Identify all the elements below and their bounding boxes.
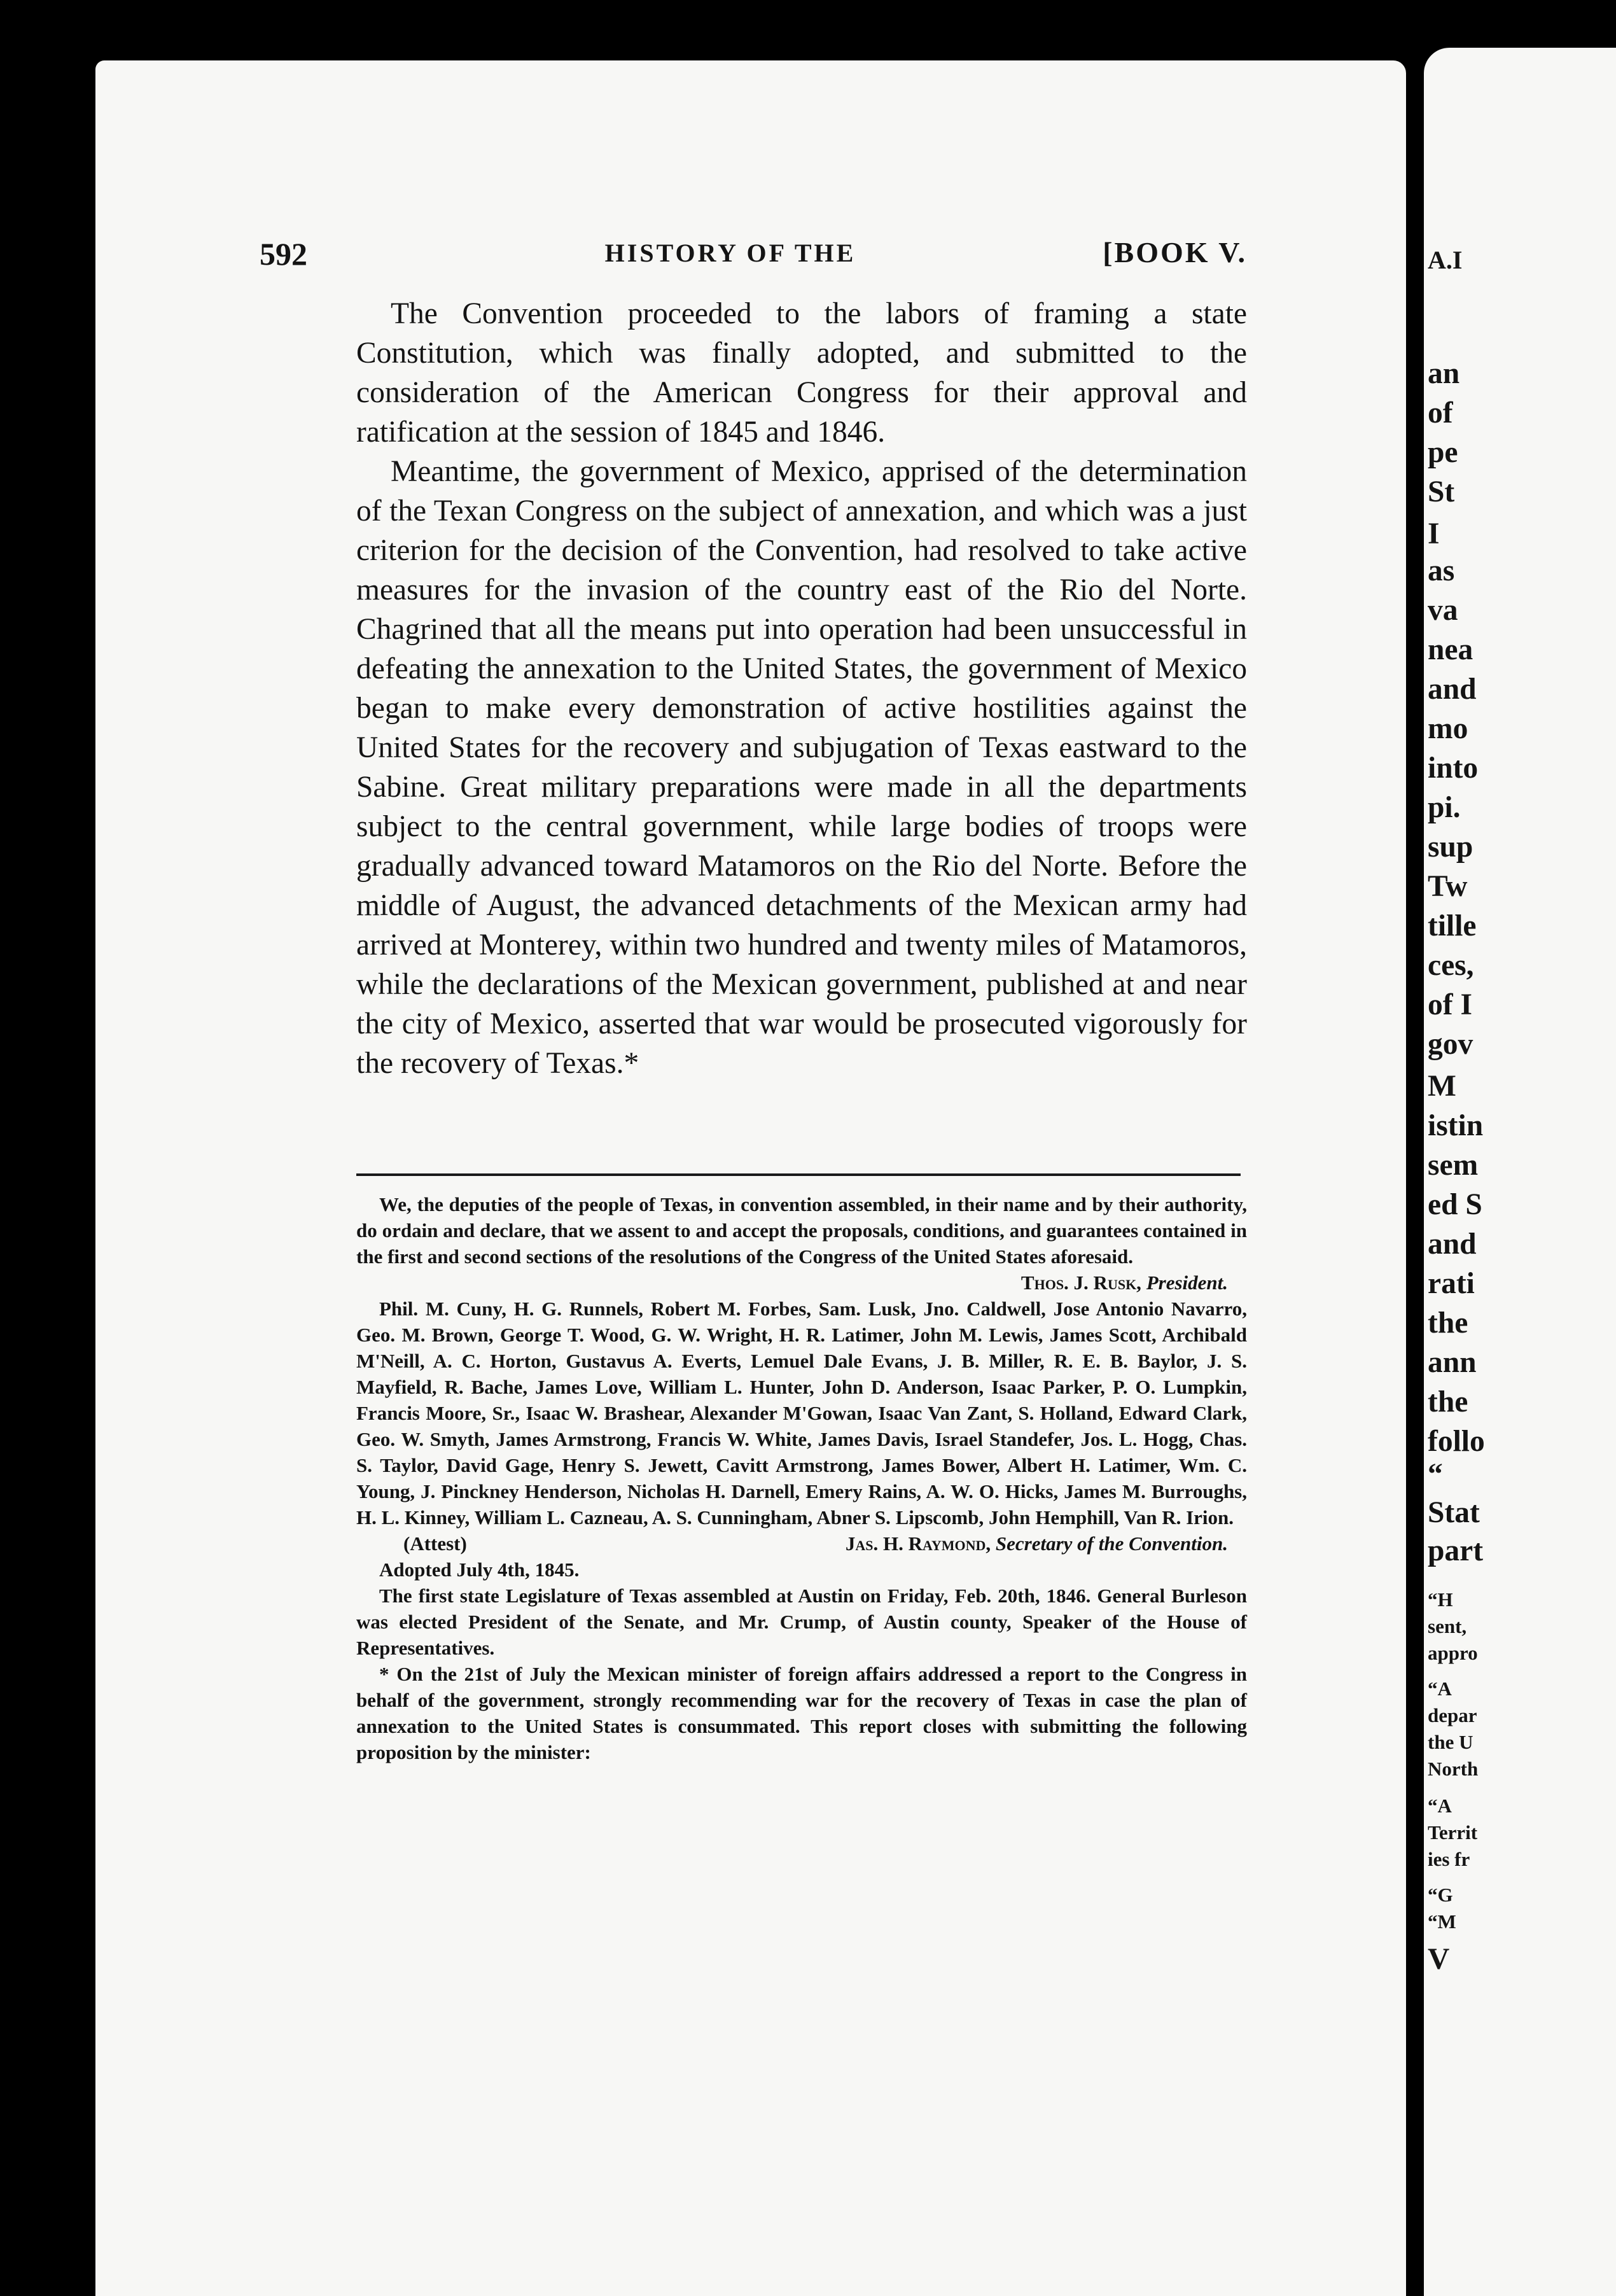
running-title: HISTORY OF THE — [604, 239, 856, 267]
facing-page-line: “M — [1428, 1910, 1456, 1933]
facing-page-line: the — [1428, 1306, 1468, 1340]
facing-page-line: an — [1428, 357, 1460, 390]
main-text — [356, 294, 1247, 1083]
facing-page-line: nea — [1428, 633, 1473, 666]
facing-page-line: and — [1428, 673, 1477, 706]
facing-page-line: the U — [1428, 1731, 1473, 1753]
paragraph: The Convention proceeded to the labors of framing a state Constitution, which was finally adopted, and submitted to the consideration of the American Congress for their approval and ratification at the session of 1845 and 1846. — [356, 297, 1247, 449]
facing-page-line: ed S — [1428, 1188, 1482, 1221]
facing-page-line: sup — [1428, 830, 1473, 864]
facing-page-line: I — [1428, 517, 1440, 550]
facing-page-line: of I — [1428, 988, 1472, 1021]
facing-page-line: and — [1428, 1228, 1477, 1261]
facing-page-line: “A — [1428, 1677, 1452, 1700]
facing-page-line: pi. — [1428, 791, 1461, 824]
facing-page-line: North — [1428, 1758, 1479, 1780]
facing-page-line: tille — [1428, 909, 1477, 942]
facing-page-line: depar — [1428, 1704, 1477, 1726]
facing-page-line: Stat — [1428, 1496, 1480, 1529]
facing-page-line: V — [1428, 1943, 1450, 1976]
facing-page-line: the — [1428, 1385, 1468, 1418]
facing-page-line: Territ — [1428, 1821, 1478, 1844]
footnote-rule — [356, 1173, 1241, 1176]
facing-page-line: “ — [1428, 1458, 1443, 1491]
facing-page — [1424, 48, 1616, 2296]
attest-line — [356, 1530, 1247, 1557]
facing-page-line: ann — [1428, 1346, 1477, 1379]
facing-page-line: va — [1428, 594, 1458, 627]
facing-page-line: sem — [1428, 1149, 1479, 1182]
star-footnote: * On the 21st of July the Mexican minister of foreign affairs addressed a report to the Congress in behalf of the government, strongly recommending war for the recovery of Texas in case the plan of annexation to the United States is consummated. This report closes with submitting the following proposition by the minister: — [356, 1663, 1247, 1763]
footnotes — [356, 1191, 1247, 1765]
facing-page-line: Tw — [1428, 870, 1468, 903]
facing-page-line: “A — [1428, 1795, 1452, 1817]
paragraph: Meantime, the government of Mexico, apprised of the determination of the Texan Congress on the subject of annexation, and which was a just criterion for the decision of the Convention, had resolved to take active measures for the invasion of the country east of the Rio del Norte. Chagrined that all the means put into operation had been unsuccessful in defeating the annexation to the United States, the government of Mexico began to make every demonstration of active hostilities against the United States for the recovery and subjugation of Texas eastward to the Sabine. Great military preparations were made in all the departments subject to the central government, while large bodies of troops were gradually advanced toward Matamoros on the Rio del Norte. Before the middle of August, the advanced detachments of the Mexican army had arrived at Monterey, within two hundred and twenty miles of Matamoros, while the declarations of the Mexican government, published at and near the city of Mexico, asserted that war would be prosecuted vigorously for the recovery of Texas.* — [356, 455, 1247, 1080]
facing-page-line: as — [1428, 554, 1455, 587]
facing-page-line: ies fr — [1428, 1848, 1470, 1870]
attest-label: (Attest) — [403, 1532, 467, 1555]
facing-page-line: follo — [1428, 1425, 1485, 1458]
legislature-note: The first state Legislature of Texas assembled at Austin on Friday, Feb. 20th, 1846. General Burleson was elected President of the Senate, and Mr. Crump, of Austin county, Speaker of the House of Representatives. — [356, 1585, 1247, 1659]
facing-page-line: “H — [1428, 1588, 1453, 1611]
facing-page-line: rati — [1428, 1267, 1475, 1300]
facing-page-line: sent, — [1428, 1615, 1467, 1637]
facing-page-line: pe — [1428, 436, 1458, 469]
facing-page-line: M — [1428, 1070, 1456, 1103]
facing-page-line: gov — [1428, 1028, 1473, 1061]
adopted-note: Adopted July 4th, 1845. — [379, 1558, 580, 1581]
facing-page-line: of — [1428, 396, 1453, 430]
secretary-signature: Jas. H. Raymond, Secretary of the Convention. — [845, 1532, 1228, 1555]
facing-page-line: St — [1428, 475, 1455, 508]
facing-page-line: into — [1428, 752, 1479, 785]
facing-page-line: istin — [1428, 1109, 1484, 1142]
president-signature: Thos. J. Rusk, President. — [1020, 1271, 1228, 1294]
declaration-note: We, the deputies of the people of Texas, in convention assembled, in their name and by their authority, do ordain and declare, that we assent to and accept the proposals, conditions, and guarantees contained in the first and second sections of the resolutions of the Congress of the United States aforesaid. — [356, 1193, 1247, 1268]
facing-page-line: appro — [1428, 1642, 1478, 1664]
book-label: [BOOK V. — [1103, 236, 1247, 269]
facing-page-line: “G — [1428, 1884, 1453, 1906]
running-head — [260, 229, 1247, 274]
facing-page-line: ces, — [1428, 949, 1474, 982]
page-number: 592 — [260, 236, 307, 272]
signers-list: Phil. M. Cuny, H. G. Runnels, Robert M. Forbes, Sam. Lusk, Jno. Caldwell, Jose Antonio Navarro, Geo. M. Brown, George T. Wood, G. W. Wright, H. R. Latimer, John M. Lewis, James Scott, Archibald M'Neill, A. C. Horton, Gustavus A. Everts, Lemuel Dale Evans, J. B. Miller, R. E. B. Baylor, J. S. Mayfield, R. Bache, James Love, William L. Hunter, John D. Anderson, Isaac Parker, P. O. Lumpkin, Francis Moore, Sr., Isaac W. Brashear, Alexander M'Gowan, Isaac Van Zant, S. Holland, Edward Clark, Geo. W. Smyth, James Armstrong, Francis W. White, James Davis, Israel Standefer, Jos. L. Hogg, Chas. S. Taylor, David Gage, Henry S. Jewett, Cavitt Armstrong, James Bower, Albert H. Latimer, Wm. C. Young, J. Pinckney Henderson, Nicholas H. Darnell, Emery Rains, A. W. O. Hicks, James M. Burroughs, H. L. Kinney, William L. Cazneau, A. S. Cunningham, Abner S. Lipscomb, John Hemphill, Van R. Irion. — [356, 1298, 1247, 1529]
facing-page-line: A.I — [1428, 246, 1463, 274]
facing-page-line: part — [1428, 1534, 1484, 1567]
facing-page-line: mo — [1428, 712, 1468, 745]
